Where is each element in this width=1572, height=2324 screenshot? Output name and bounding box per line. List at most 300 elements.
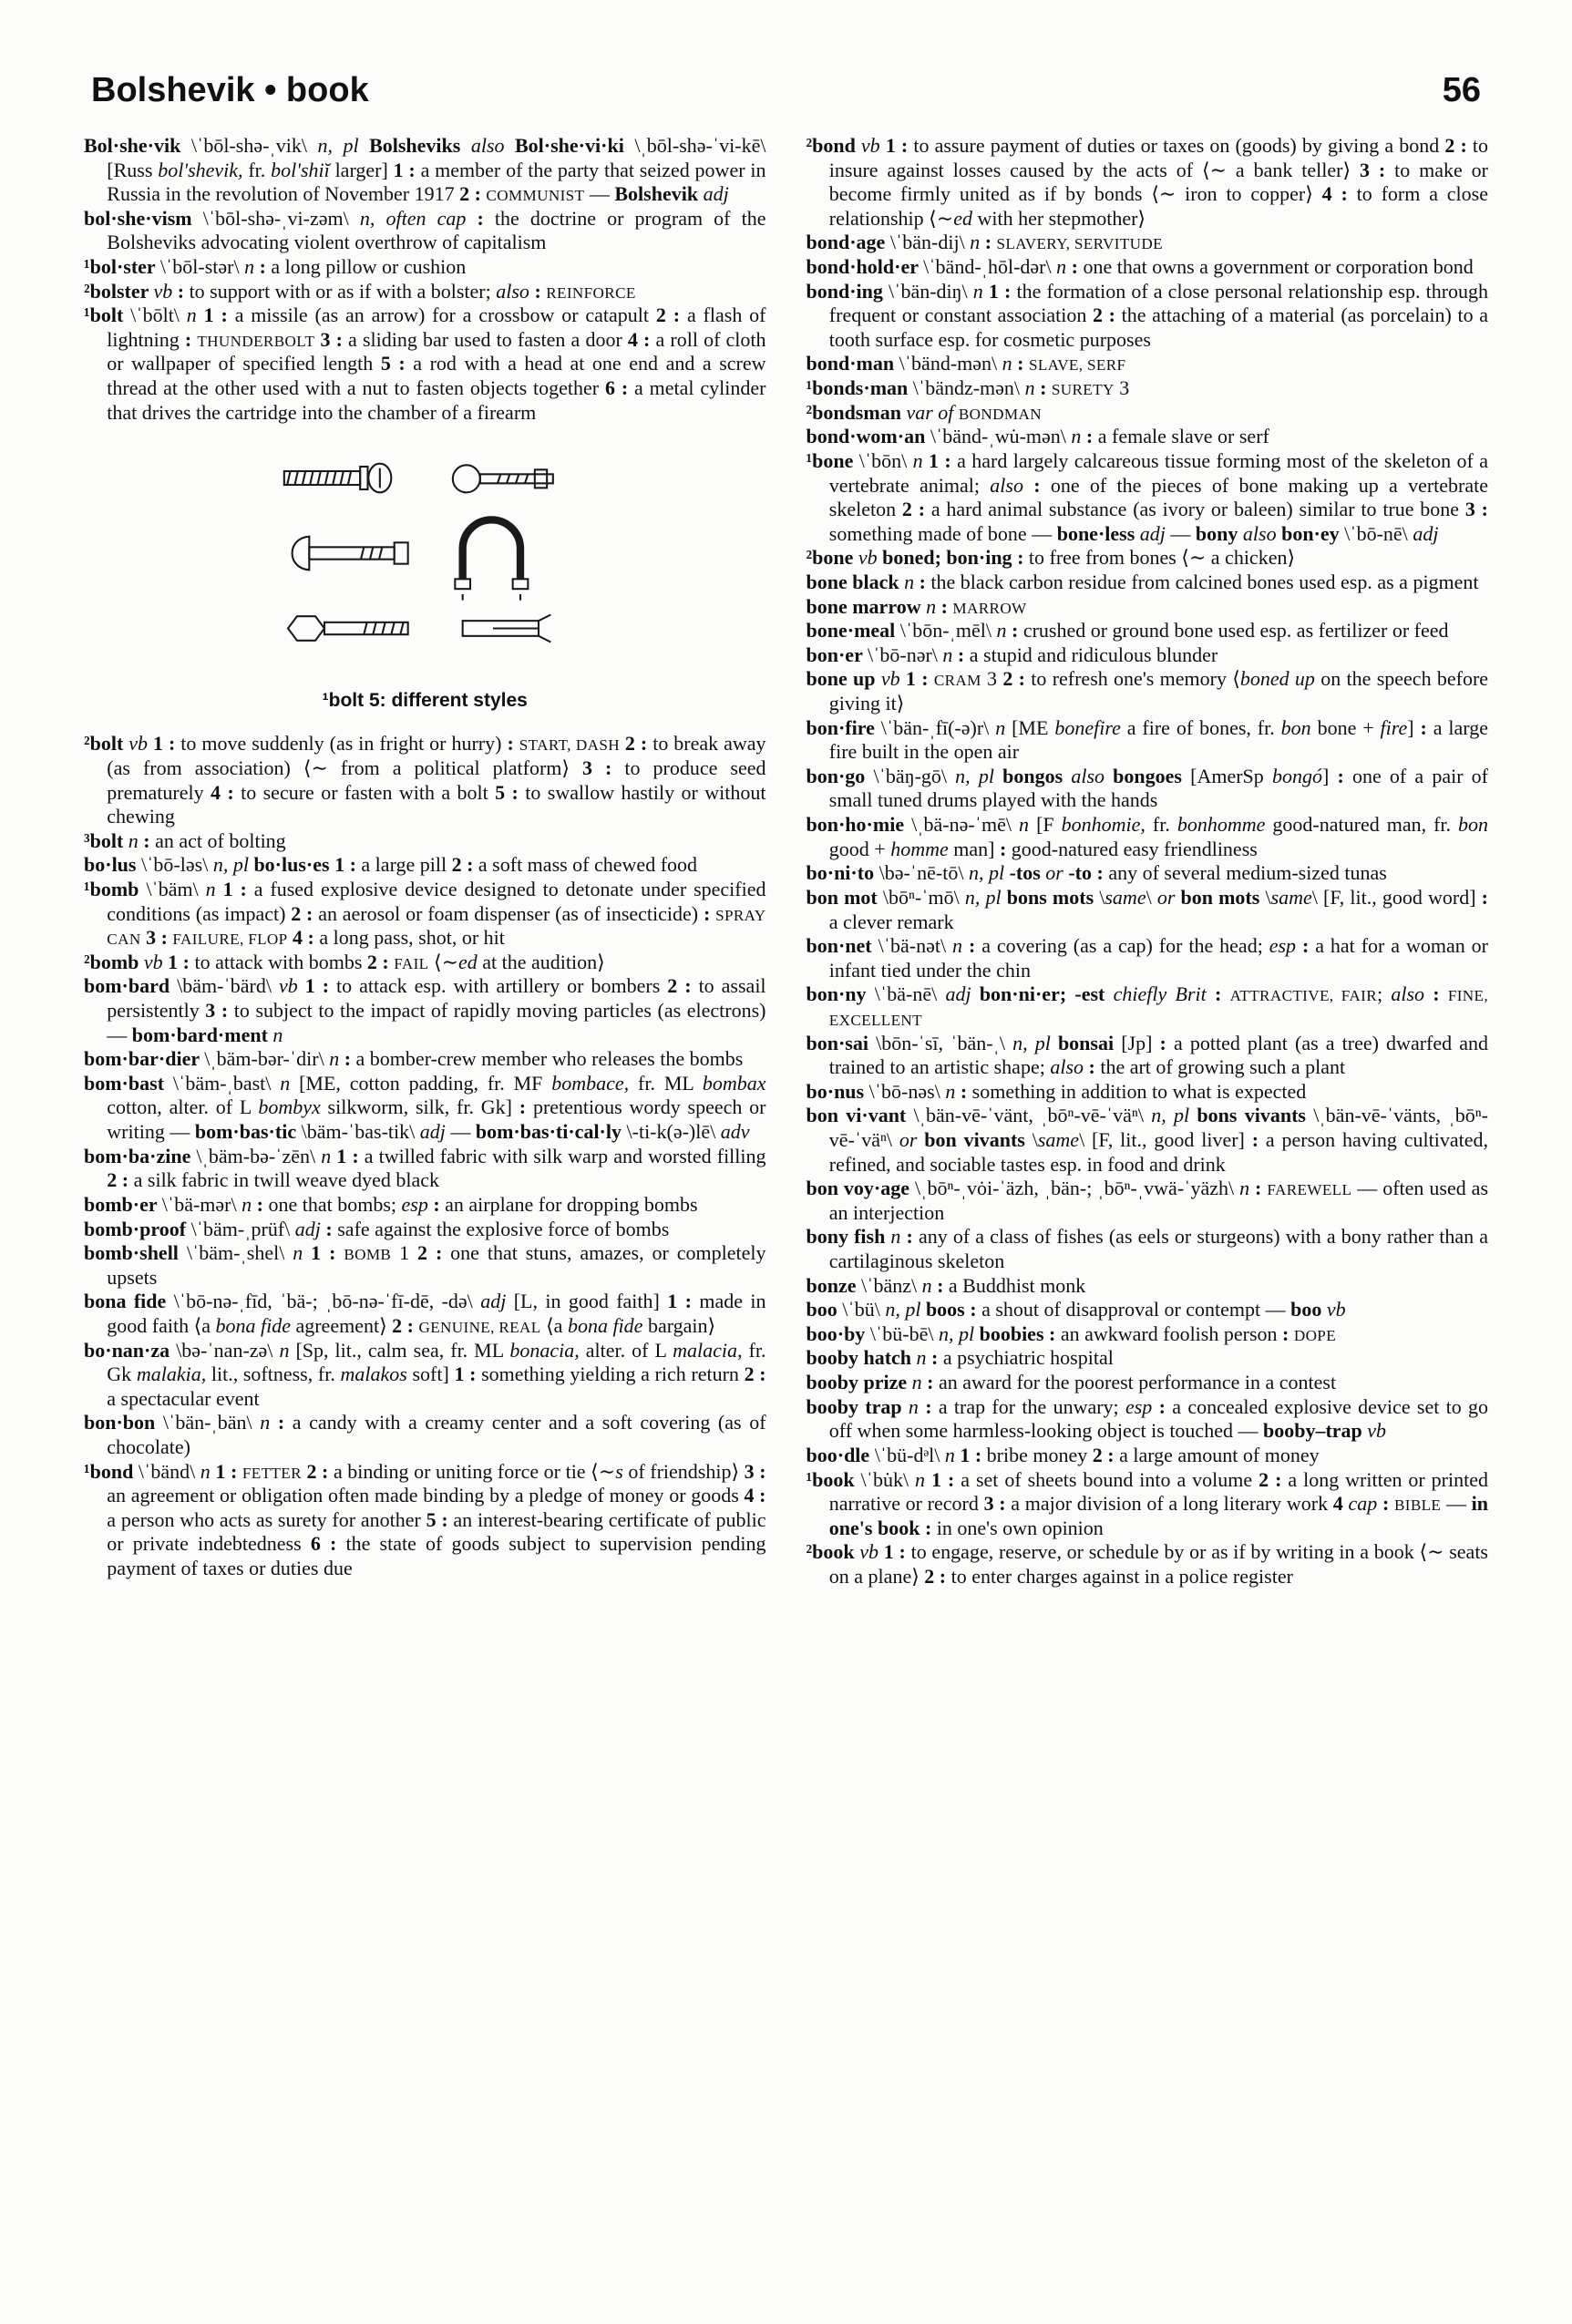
text-run: [ME (1012, 715, 1055, 739)
dictionary-entry (807, 861, 1489, 886)
text-run: : (1159, 1031, 1174, 1054)
text-run: 1 : (883, 1540, 911, 1564)
text-run: BIBLE (1393, 1496, 1442, 1515)
dictionary-entry (807, 1540, 1489, 1589)
text-run: malakos (340, 1363, 413, 1386)
text-run: \ˈbōl-stər\ (159, 255, 245, 279)
text-run: 2 : (1259, 1467, 1289, 1491)
text-run: to subject to the impact of rapidly moving particles (as electrons) — (107, 999, 766, 1046)
text-run: good-natured man, fr. (1272, 813, 1459, 837)
text-run: bom·bar·dier (84, 1047, 205, 1071)
text-run: bom·bast (84, 1071, 173, 1095)
text-run: \ˌbän-vē-ˈvänts, ˌbōⁿ-vē-ˈväⁿ\ (828, 1104, 1488, 1151)
text-run: bon·go (806, 764, 874, 787)
text-run: bone + (1317, 715, 1381, 739)
text-run: : (1017, 546, 1029, 570)
text-run: same (1105, 885, 1146, 909)
text-run: one that stuns, amazes, or completely upsets (107, 1241, 766, 1289)
text-run: n, pl (938, 1321, 980, 1345)
text-run: : (984, 231, 997, 254)
text-run: GENUINE, REAL (418, 1318, 541, 1336)
text-run: a Buddhist monk (948, 1273, 1086, 1297)
text-run: also (496, 279, 535, 303)
dictionary-entry (807, 1444, 1489, 1468)
text-run: vb (1367, 1419, 1387, 1443)
text-run: an interest-bearing certificate of public or private indebtedness (107, 1507, 766, 1556)
text-run: bomb·proof (84, 1217, 191, 1240)
text-run: an agreement or obligation often made binding by a pledge of money or goods (107, 1484, 745, 1507)
dictionary-entry (807, 595, 1489, 620)
text-run: 1 : (454, 1363, 482, 1386)
text-run: FAIL (394, 954, 429, 972)
text-run: good + (828, 837, 891, 860)
text-run: : (957, 643, 970, 666)
text-run: \ˈbü-bē\ (869, 1321, 939, 1345)
text-run: alter. of L (585, 1338, 673, 1362)
text-run: one that owns a government or corporation bond (1083, 255, 1474, 279)
text-run: \ˈbän-dij\ (889, 231, 971, 254)
text-run: s (615, 1459, 623, 1483)
text-run: \ˈbäm-ˌshel\ (186, 1241, 293, 1265)
text-run: adj (1139, 521, 1171, 545)
text-run: bo·lus (84, 853, 141, 877)
text-run: — (1441, 1492, 1472, 1516)
text-run: to break away (as from association) ⟨∼ from a political platform⟩ (107, 732, 766, 779)
text-run: \ˈbō-ləs\ (140, 853, 213, 877)
text-run: ¹bol·ster (84, 255, 160, 279)
dictionary-entry (807, 1346, 1489, 1371)
text-run: : (1040, 376, 1052, 400)
text-run: \ˈbōlt\ (130, 303, 187, 327)
text-run: boos (925, 1298, 971, 1321)
text-run: : (940, 594, 953, 618)
text-run: silkworm, silk, fr. Gk] (327, 1095, 519, 1119)
text-run: to produce seed prematurely (107, 756, 766, 804)
bolt-figure-caption: ¹bolt 5: different styles (322, 690, 528, 712)
text-run: : (344, 1047, 356, 1071)
text-run: something made of bone — (828, 521, 1057, 545)
text-run: : (1088, 1055, 1101, 1079)
text-run: to move suddenly (as in fright or hurry) (180, 732, 508, 756)
text-run: 1 : (960, 1443, 987, 1466)
text-run: 4 : (744, 1484, 766, 1507)
text-run: bombax (702, 1071, 766, 1095)
dictionary-entry (807, 231, 1489, 255)
text-run: 3 : (744, 1459, 766, 1483)
text-run: n (1024, 376, 1041, 400)
text-run: 3 : (140, 926, 173, 950)
text-run: ¹bone (806, 448, 859, 472)
text-run: bon mots (1180, 885, 1266, 909)
text-run: SPRAY CAN (107, 906, 766, 949)
text-run: : (259, 255, 272, 279)
text-run: any of a class of fishes (as eels or sturgeons) with a bony rather than a cartilaginous skeleton (828, 1225, 1489, 1273)
text-run: n (944, 1443, 961, 1466)
text-run: ATTRACTIVE, FAIR (1229, 987, 1377, 1005)
text-run: 2 : (107, 1168, 134, 1192)
text-run: a bomber-crew member who releases the bombs (355, 1047, 744, 1071)
text-run: boobies (979, 1321, 1050, 1345)
text-run: MARROW (952, 599, 1027, 617)
text-run: n, pl (968, 861, 1010, 885)
text-run: vb (860, 134, 886, 157)
text-run: bon mot (806, 885, 883, 909)
text-run: \bäm-ˈbas-tik\ (301, 1120, 420, 1144)
text-run: also (1242, 521, 1282, 545)
text-run: : (919, 570, 931, 593)
text-run: SLAVE, SERF (1028, 356, 1126, 375)
text-run: bonefire (1054, 715, 1127, 739)
text-run: — (450, 1120, 476, 1144)
text-run: bon·ny (806, 982, 875, 1006)
text-run: one of a pair of small tuned drums played with the hands (828, 764, 1489, 812)
text-run: 4 : (287, 926, 320, 950)
dictionary-entry (807, 886, 1489, 934)
text-run: a flash of lightning (107, 303, 766, 351)
text-run: also (1050, 1055, 1089, 1079)
text-run: an awkward foolish person (1060, 1321, 1283, 1345)
text-run: \ˈbōn-ˌmēl\ (899, 619, 997, 643)
text-run: 6 : (310, 1532, 346, 1556)
text-run: START, DASH (519, 736, 620, 755)
text-run: a hard animal substance (as ivory or baleen) similar to true bone (930, 498, 1465, 521)
dictionary-entry (84, 1047, 766, 1072)
text-run: 2 : (459, 182, 487, 206)
text-run: bol'shiĭ (271, 158, 335, 181)
text-run: bon·ey (1281, 521, 1345, 545)
text-run: ¹bomb (84, 877, 147, 900)
text-run: a missile (as an arrow) for a crossbow or catapult (234, 303, 656, 327)
text-run: bombyx (258, 1095, 328, 1119)
text-run: : (1433, 982, 1448, 1006)
text-run: n (128, 828, 144, 852)
text-run: \ˈbänz\ (861, 1273, 922, 1297)
text-run: n (280, 1071, 300, 1095)
text-run: a fused explosive device designed to detonate under specified conditions (as impact) (107, 877, 766, 925)
text-run: adj (294, 1217, 326, 1240)
text-run: bon (1458, 813, 1489, 837)
dictionary-entry (84, 1460, 766, 1581)
text-run: 3 : (1464, 498, 1488, 521)
text-run: \ˈbä-nē\ (874, 982, 946, 1006)
text-run: Bolsheviks (369, 134, 471, 157)
text-run: : (1255, 1177, 1268, 1200)
text-run: a rod with a head at one end and a screw thread at the other used with a nut to fasten objects together (107, 352, 766, 400)
dictionary-entry (84, 255, 766, 280)
text-run: bo·nus (806, 1079, 869, 1103)
text-run: : (968, 934, 982, 958)
text-run: boo (1290, 1298, 1327, 1321)
text-run: ²bomb (84, 950, 144, 973)
text-run: FETTER (241, 1464, 302, 1482)
text-run: a female slave or serf (1097, 425, 1269, 448)
text-run: 1 : (215, 1459, 242, 1483)
text-run: \bōn-ˈsī, ˈbän-ˌ\ (876, 1031, 1013, 1054)
text-run: 1 : (222, 877, 254, 900)
text-run: bon·ho·mie (806, 813, 912, 837)
bolt-illustration (247, 448, 602, 676)
dictionary-entry (84, 1193, 766, 1218)
page-number: 56 (1442, 71, 1481, 109)
text-run: 2 : (619, 732, 653, 756)
text-run: bon·net (806, 934, 878, 958)
dictionary-entry (84, 829, 766, 854)
text-run: : (937, 1273, 949, 1297)
text-run: bony (1195, 521, 1243, 545)
text-run: : (1033, 473, 1051, 497)
text-run: bomb·er (84, 1192, 162, 1216)
text-run: ⟨∼ (428, 950, 459, 973)
text-run: bond·hold·er (806, 255, 924, 279)
dictionary-entry (807, 1032, 1489, 1080)
dictionary-entry (84, 207, 766, 255)
text-run: 2 : (901, 498, 931, 521)
text-run: 1 : (667, 1290, 700, 1313)
text-run: [Jp] (1121, 1031, 1160, 1054)
text-run: bond·wom·an (806, 425, 930, 448)
text-run: made in good faith ⟨a (107, 1290, 766, 1337)
text-run: \ (1146, 885, 1157, 909)
text-run: same (1270, 885, 1312, 909)
text-run: COMMUNIST (486, 187, 585, 205)
text-run: one of the pieces of bone making up a vertebrate skeleton (828, 473, 1488, 521)
text-run: n (1239, 1177, 1256, 1200)
text-run: \ˌbōl-shə-ˈvi-kē\ [Russ (107, 134, 766, 181)
text-run: pretentious wordy speech or writing — (107, 1095, 766, 1144)
text-run: booby hatch (806, 1346, 917, 1370)
text-run: fr. (1152, 813, 1177, 837)
text-run: 2 : (655, 303, 687, 327)
text-run: same (1037, 1127, 1080, 1151)
text-run: \bə-ˈnan-zə\ (176, 1338, 280, 1362)
bolt-figure (84, 448, 766, 712)
text-run: : (277, 1411, 293, 1435)
text-run: n (293, 1241, 312, 1265)
text-run: \ˈbändz-mən\ (912, 376, 1025, 400)
text-run: n, often cap (359, 206, 478, 230)
text-run: of friendship⟩ (622, 1459, 745, 1483)
dictionary-entry (807, 1395, 1489, 1444)
text-run: a concealed explosive device set to go off when some harmless-looking object is touched — (828, 1394, 1489, 1443)
text-run: 3 (1114, 376, 1130, 400)
text-run: bona fide (84, 1290, 174, 1313)
text-run: n (926, 594, 941, 618)
text-run: in one's own opinion (936, 1516, 1104, 1539)
text-run: \ˌbä-nə-ˈmē\ (911, 813, 1020, 837)
text-run: ³bolt (84, 828, 128, 852)
text-run: bomb·shell (84, 1241, 187, 1265)
text-run: to attack with bombs (194, 950, 367, 973)
text-run: to free from bones ⟨∼ a chicken⟩ (1028, 546, 1296, 570)
text-run: also (470, 134, 515, 157)
text-run: 1 : (311, 1241, 344, 1265)
text-run: \ˌbän-vē-ˈvänt, ˌbōⁿ-vē-ˈväⁿ\ (913, 1104, 1152, 1127)
text-run: bom·bard (84, 974, 178, 998)
text-run: esp (1269, 934, 1302, 958)
text-run: n, pl (1151, 1104, 1197, 1127)
text-run: 1 : (929, 448, 958, 472)
text-run: : (143, 828, 156, 852)
text-run: a twilled fabric with silk warp and worsted filling (364, 1144, 766, 1167)
text-run: to assail persistently (107, 974, 766, 1023)
text-run: 4 : (210, 780, 241, 804)
right-column-entries (807, 134, 1489, 1589)
text-run: n (279, 1338, 296, 1362)
dictionary-entry (807, 449, 1489, 546)
text-run: \ˈbōn\ (858, 448, 913, 472)
text-run: \ˈbäm\ (146, 877, 206, 900)
text-run: bol'shevik, (158, 158, 249, 181)
text-run: : (1158, 1394, 1173, 1418)
text-run: bonhomie, (1061, 813, 1153, 837)
text-run: a person who acts as surety for another (107, 1507, 426, 1531)
text-run: a silk fabric in twill weave dyed black (133, 1168, 440, 1192)
text-run: : (925, 1394, 939, 1418)
text-run: \ˈbänd-mən\ (899, 352, 1002, 375)
dictionary-entry (807, 934, 1489, 982)
text-run: : (534, 279, 547, 303)
text-run: bond·age (806, 231, 890, 254)
page-header (91, 71, 1481, 110)
text-run: : (999, 837, 1012, 860)
text-run: n (272, 1023, 283, 1046)
text-run: with her stepmother⟩ (971, 206, 1146, 230)
text-run: an act of bolting (155, 828, 286, 852)
text-run: : (970, 1298, 982, 1321)
dictionary-entry (807, 813, 1489, 861)
text-run: 1 (391, 1241, 418, 1265)
text-run: a trap for the unwary; (938, 1394, 1125, 1418)
text-run: 1 : (988, 279, 1017, 303)
text-run: 2 : (301, 1459, 334, 1483)
text-run: n (186, 303, 204, 327)
text-run: bonze (806, 1273, 861, 1297)
text-run: ¹bonds·man (806, 376, 913, 400)
text-run: bon·ni·er; -est (979, 982, 1114, 1006)
text-run: 2 : (1444, 134, 1473, 157)
text-run: : (1085, 425, 1098, 448)
text-run: bon·er (806, 643, 868, 666)
text-run: bon·bon (84, 1411, 163, 1435)
text-run: adj (1413, 521, 1439, 545)
text-run: vb (859, 1540, 884, 1564)
text-run: : (931, 1346, 943, 1370)
text-run: \ˈbü\ (842, 1298, 886, 1321)
text-run: the attaching of a material (as porcelain) to a tooth surface esp. for cosmetic purposes (828, 303, 1488, 351)
text-run: a roll of cloth or wallpaper of specified length (107, 327, 766, 375)
dictionary-entry (807, 765, 1489, 813)
text-run: the state of goods subject to supervision pending payment of taxes or duties due (107, 1532, 766, 1580)
text-run: n (1002, 352, 1018, 375)
text-run: — (584, 182, 615, 206)
text-run: 3 : (314, 327, 349, 351)
text-run: a shout of disapproval or contempt — (981, 1298, 1291, 1321)
text-run: FINE, EXCELLENT (828, 987, 1488, 1029)
text-run: n (911, 1371, 928, 1394)
text-run: bongoes (1113, 764, 1191, 787)
dictionary-entry (807, 352, 1489, 376)
text-run: — (1170, 521, 1196, 545)
text-run: \ (1265, 885, 1271, 909)
text-run: 3 : (1359, 158, 1395, 181)
text-run: bon voy·age (806, 1177, 915, 1200)
text-run: 2 : (1002, 667, 1032, 691)
text-run: bo·nan·za (84, 1338, 177, 1362)
text-run: n (241, 1192, 257, 1216)
text-run: 5 : (380, 352, 414, 375)
text-run: BOMB (344, 1246, 392, 1264)
text-run: \bōⁿ-ˈmō\ (882, 885, 965, 909)
text-run: to form a close relationship ⟨∼ (828, 182, 1488, 230)
text-run: 2 : (744, 1363, 766, 1386)
text-run: vb (128, 732, 153, 756)
text-run: a long pillow or cushion (271, 255, 467, 279)
text-run: : (1017, 352, 1029, 375)
text-run: ¹book (806, 1467, 861, 1491)
text-run: 6 : (604, 376, 635, 400)
text-run: a metal cylinder that drives the cartridge into the chamber of a firearm (107, 376, 766, 424)
text-run: bone·less (1056, 521, 1140, 545)
text-run: n, pl (955, 764, 1003, 787)
text-run: bone up (806, 667, 881, 691)
text-run: — often used as an interjection (828, 1177, 1489, 1224)
dictionary-entry (84, 1411, 766, 1459)
text-run: : (1096, 861, 1109, 885)
text-run: bonsai (1057, 1031, 1122, 1054)
text-run: : (1481, 885, 1488, 909)
text-run: 4 : (1321, 182, 1357, 206)
text-run: \ˈbän-ˌfī(-ə)r\ (880, 715, 996, 739)
text-run: safe against the explosive force of bombs (337, 1217, 670, 1240)
dictionary-entry (807, 401, 1489, 426)
dictionary-entry (84, 1145, 766, 1193)
text-run: crushed or ground bone used esp. as fertilizer or feed (1022, 619, 1449, 643)
text-run: any of several medium-sized tunas (1108, 861, 1387, 885)
text-run: a long written or printed narrative or record (828, 1467, 1488, 1516)
dictionary-entry (807, 982, 1489, 1031)
text-run: larger] (334, 158, 394, 181)
text-run: n (942, 643, 958, 666)
text-run: 1 : (393, 158, 421, 181)
text-run: boned up (1239, 667, 1315, 691)
dictionary-entry (807, 667, 1489, 715)
dictionary-entry (84, 732, 766, 828)
text-run: \ˈbu̇k\ (860, 1467, 916, 1491)
text-run: \bäm-ˈbärd\ (177, 974, 279, 998)
text-run: ; (1377, 982, 1392, 1006)
text-run: bribe money (986, 1443, 1093, 1466)
text-run: bony fish (806, 1225, 891, 1249)
text-run: n (952, 934, 969, 958)
text-run: homme (890, 837, 954, 860)
text-run: ¹bolt (84, 303, 131, 327)
text-run: a psychiatric hospital (942, 1346, 1114, 1370)
text-run: 3 : (582, 756, 625, 779)
text-run: booby–trap (1262, 1419, 1368, 1443)
text-run: \ [F, lit., good liver] (1079, 1127, 1252, 1151)
text-run: n (904, 570, 920, 593)
text-run: bo·lus·es (253, 853, 335, 877)
text-run: : (507, 732, 519, 756)
text-run: : (177, 279, 190, 303)
text-run: 2 : (667, 974, 699, 998)
text-run: REINFORCE (546, 283, 636, 302)
text-run: an award for the poorest performance in a contest (938, 1371, 1337, 1394)
text-run: : (924, 1516, 937, 1539)
text-run: : (1011, 619, 1023, 643)
text-run: fr. (248, 158, 272, 181)
text-run: 2 : (451, 853, 478, 877)
